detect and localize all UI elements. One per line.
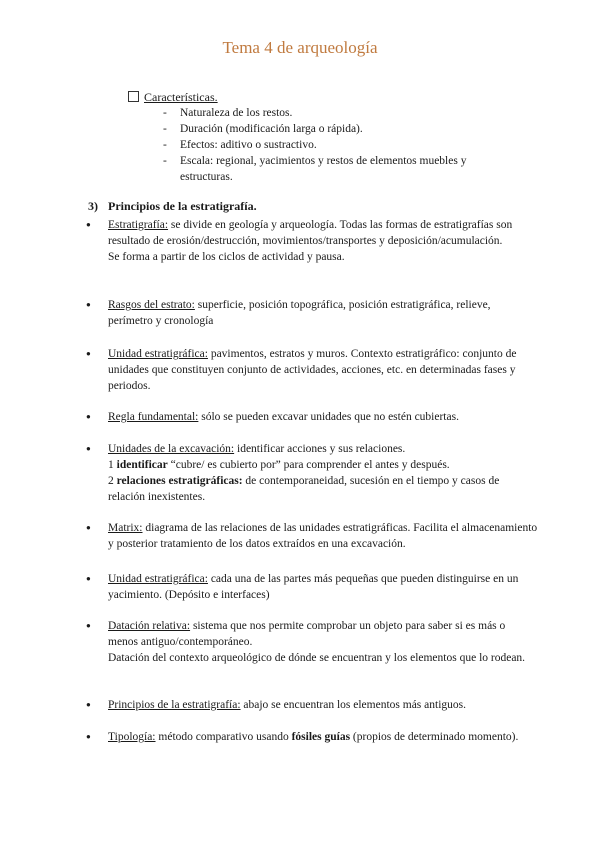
bullet-label: Estratigrafía: bbox=[108, 219, 169, 231]
bullet-text: ● Tipología: método comparativo usando fósiles guías (propios de determinado momento). bbox=[108, 731, 519, 743]
bullet-text: ● Regla fundamental: sólo se pueden excavar unidades que no estén cubiertas. bbox=[108, 411, 459, 423]
bullet-text: ● Datación relativa: sistema que nos permite comprobar un objeto para saber si es más o menos antiguo/contemporáneo. bbox=[108, 620, 506, 648]
bullet-text: ● Unidad estratigráfica: pavimentos, estratos y muros. Contexto estratigráfico: conjunto de unidades que constituyen conjunto de actividades, acciones, etc. en determinadas fases y periodos. bbox=[108, 348, 517, 392]
section-number: 3) bbox=[88, 199, 98, 213]
bullet-text: ● Estratigrafía: se divide en geología y arqueología. Todas las formas de estratigrafías son resultado de erosión/destrucción, movimientos/transportes y deposición/acumulación. bbox=[108, 219, 513, 247]
bullet-text-line2: Se forma a partir de los ciclos de actividad y pausa. bbox=[108, 251, 345, 263]
bullet-matrix bbox=[108, 520, 538, 552]
characteristics-label: Características. bbox=[144, 90, 218, 104]
bullet-text: ● Unidad estratigráfica: cada una de las partes más pequeñas que pueden distinguirse en un yacimiento. (Depósito e interfaces) bbox=[108, 573, 519, 601]
bullet-label: Tipología: bbox=[108, 731, 156, 743]
section-heading bbox=[88, 199, 257, 214]
list-item: - Naturaleza de los restos. bbox=[160, 105, 500, 121]
characteristics-list bbox=[160, 105, 500, 185]
bullet-regla-fundamental bbox=[108, 409, 538, 425]
list-item: - Efectos: aditivo o sustractivo. bbox=[160, 137, 500, 153]
list-item: - Duración (modificación larga o rápida). bbox=[160, 121, 500, 137]
section-title: Principios de la estratigrafía. bbox=[108, 199, 257, 213]
bullet-principios-estratigrafia bbox=[108, 697, 538, 713]
bullet-label: Matrix: bbox=[108, 522, 143, 534]
checkbox-icon bbox=[128, 91, 139, 102]
bullet-unidad-estratigrafica bbox=[108, 346, 538, 394]
document-title: Tema 4 de arqueología bbox=[222, 38, 378, 57]
bullet-label: Unidad estratigráfica: bbox=[108, 348, 208, 360]
bullet-datacion-relativa bbox=[108, 618, 538, 666]
list-item: - Escala: regional, yacimientos y restos de elementos muebles y estructuras. bbox=[160, 153, 500, 185]
bullet-label: Unidad estratigráfica: bbox=[108, 573, 208, 585]
bullet-label: Rasgos del estrato: bbox=[108, 299, 195, 311]
bullet-text: ● Rasgos del estrato: superficie, posición topográfica, posición estratigráfica, relieve, perímetro y cronología bbox=[108, 299, 491, 327]
bullet-text: ● Unidades de la excavación: identificar acciones y sus relaciones. bbox=[108, 443, 406, 455]
characteristics-line bbox=[128, 89, 218, 105]
bullet-unidad-estratigrafica-2 bbox=[108, 571, 538, 603]
bullet-label: Regla fundamental: bbox=[108, 411, 199, 423]
bullet-text-line3: 2 relaciones estratigráficas: de contemporaneidad, sucesión en el tiempo y casos de relación inexistentes. bbox=[108, 475, 500, 503]
bullet-text-line2: Datación del contexto arqueológico de dónde se encuentran y los elementos que lo rodean. bbox=[108, 652, 526, 664]
bullet-label: Datación relativa: bbox=[108, 620, 191, 632]
bullet-text: ● Principios de la estratigrafía: abajo se encuentran los elementos más antiguos. bbox=[108, 699, 466, 711]
bullet-text: ● Matrix: diagrama de las relaciones de las unidades estratigráficas. Facilita el almacenamiento y posterior tratamiento de los datos extraídos en una excavación. bbox=[108, 522, 538, 550]
bullet-text-line2: 1 identificar “cubre/ es cubierto por” para comprender el antes y después. bbox=[108, 459, 450, 471]
bullet-label: Unidades de la excavación: bbox=[108, 443, 235, 455]
bullet-rasgos-estrato bbox=[108, 297, 538, 329]
bullet-unidades-excavacion bbox=[108, 441, 538, 505]
bullet-estratigrafia bbox=[108, 217, 538, 265]
bullet-tipologia bbox=[108, 729, 538, 745]
bullet-label: Principios de la estratigrafía: bbox=[108, 699, 241, 711]
